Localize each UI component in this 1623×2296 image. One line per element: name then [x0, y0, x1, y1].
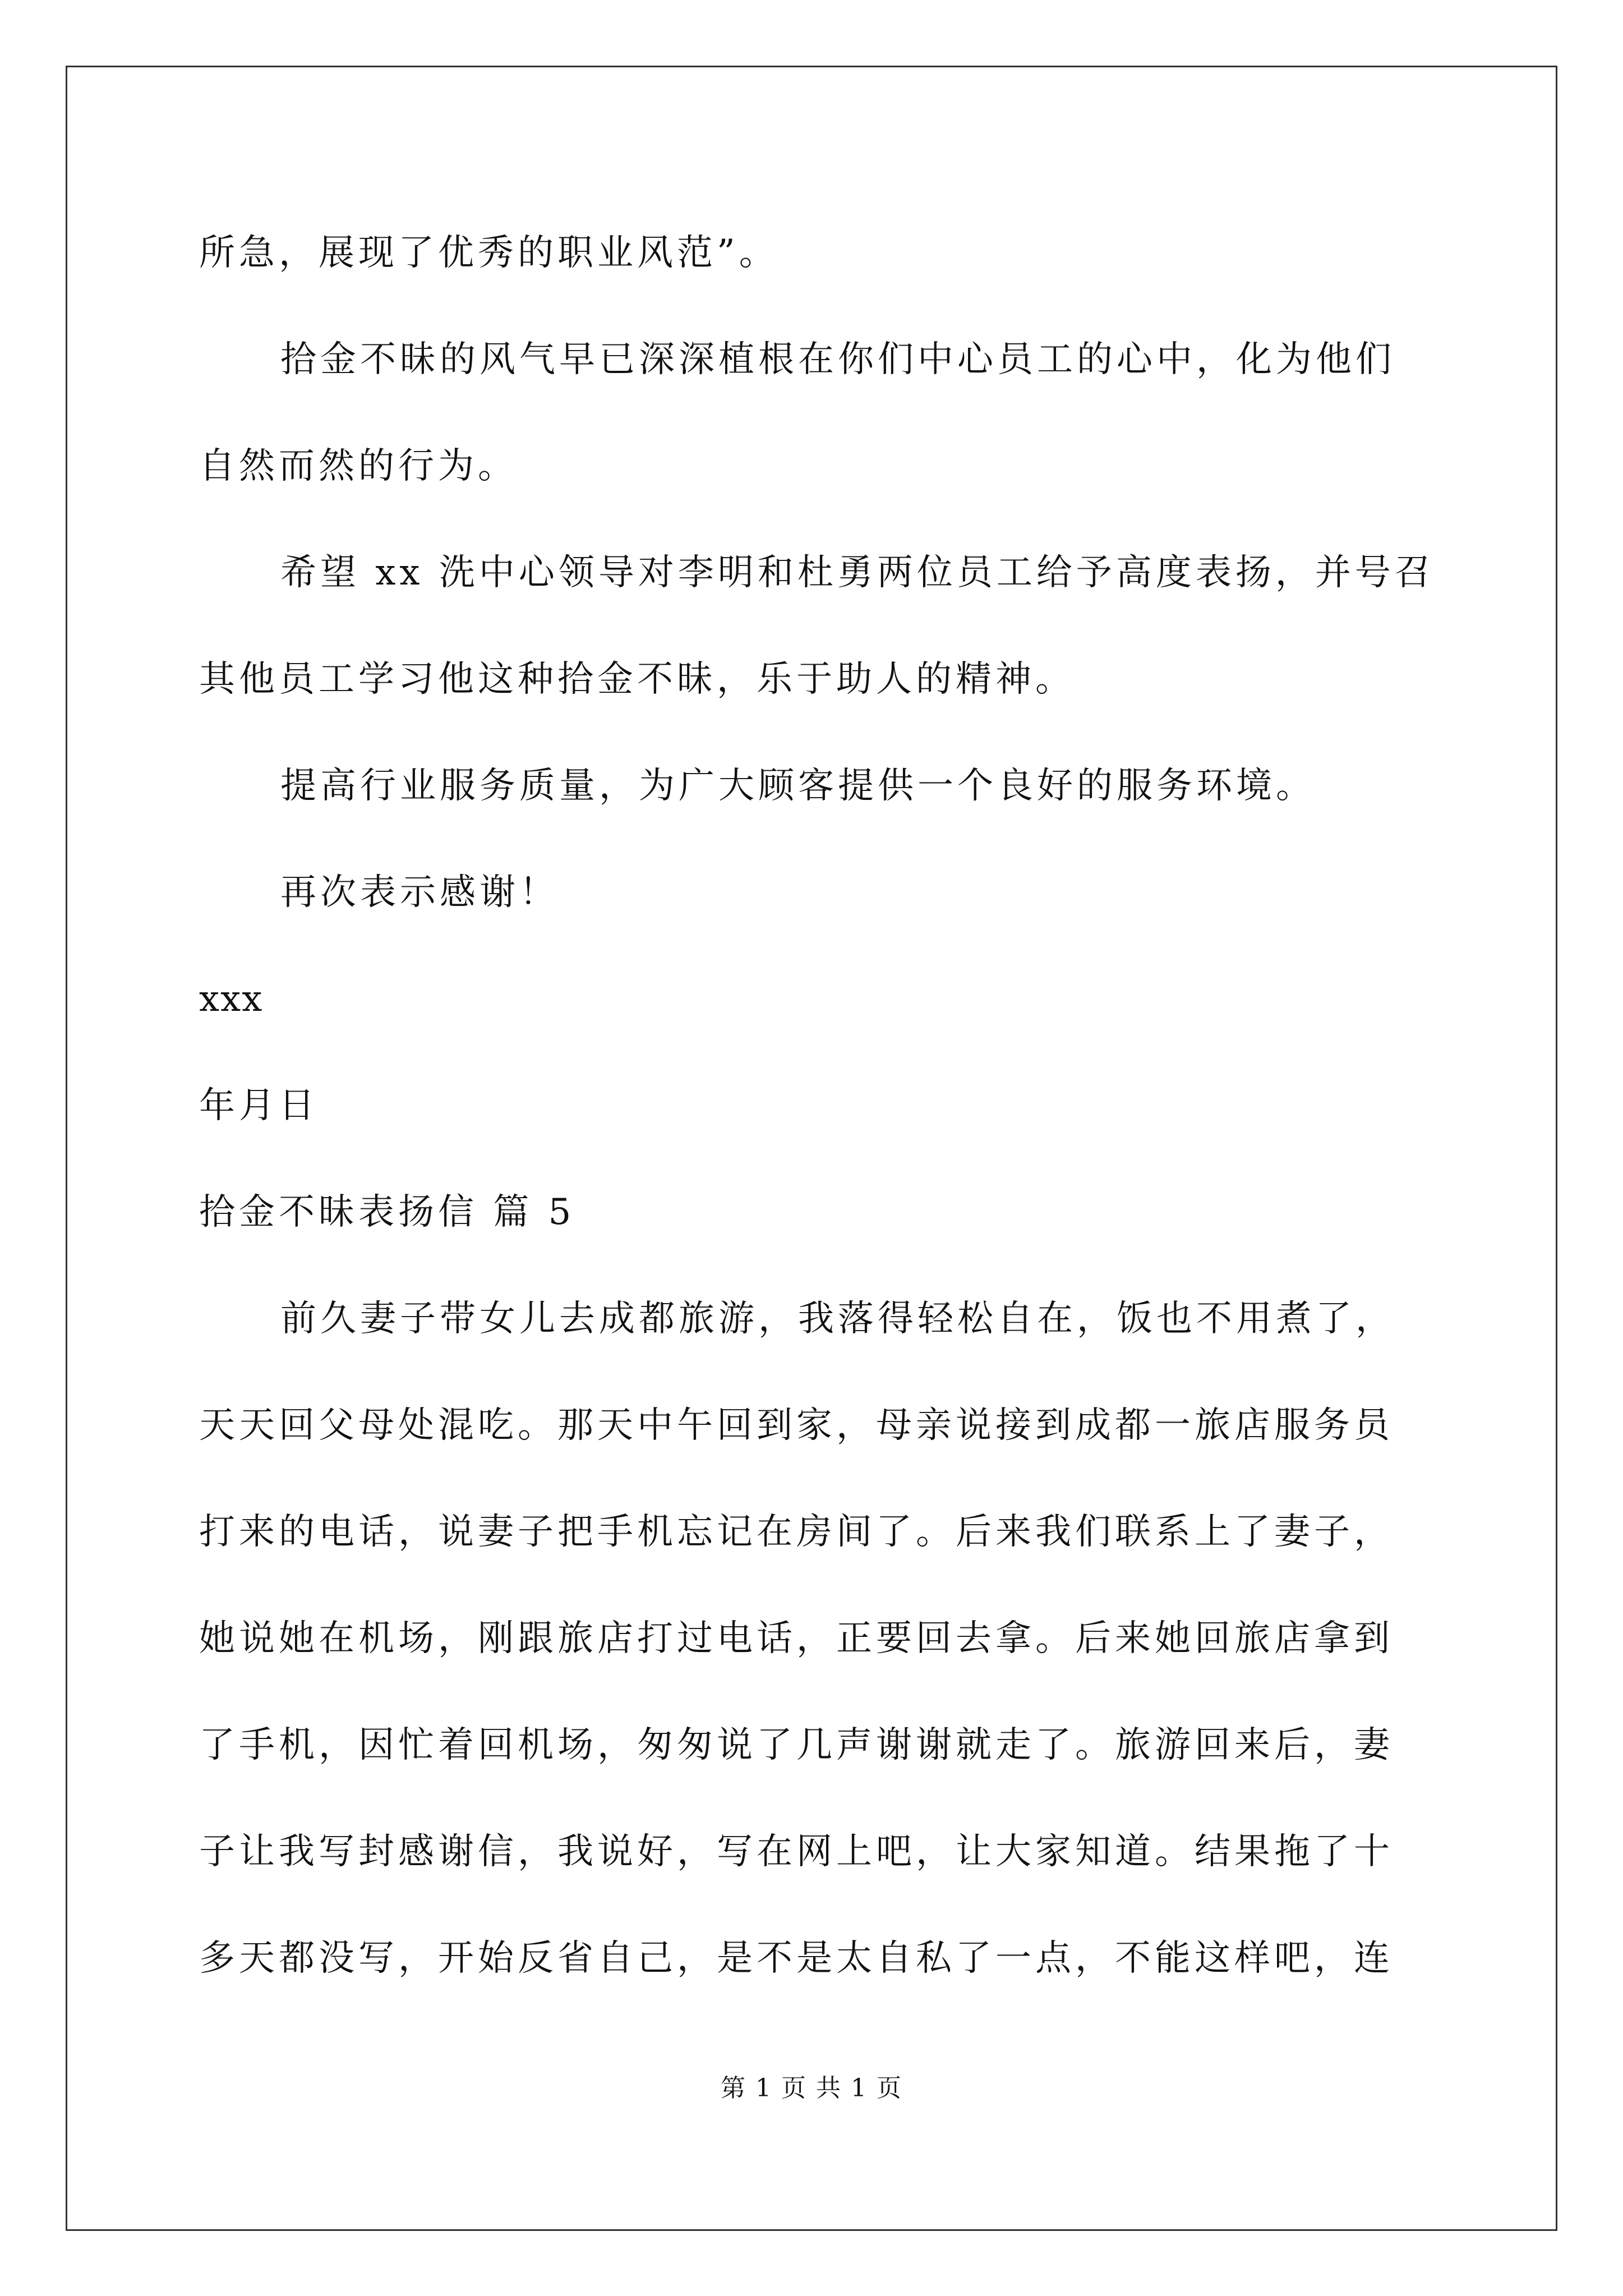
- text-line-16: 子让我写封感谢信，我说好，写在网上吧，让大家知道。结果拖了十: [199, 1831, 1394, 1872]
- text-line-6: 提高行业服务质量，为广大顾客提供一个良好的服务环境。: [280, 765, 1316, 807]
- text-line-3: 自然而然的行为。: [199, 445, 518, 487]
- text-line-7: 再次表示感谢！: [280, 872, 559, 913]
- text-line-4: 希望 xx 洗中心领导对李明和杜勇两位员工给予高度表扬，并号召: [280, 552, 1435, 593]
- text-line-5: 其他员工学习他这种拾金不昧，乐于助人的精神。: [199, 659, 1075, 700]
- text-line-15: 了手机，因忙着回机场，匆匆说了几声谢谢就走了。旅游回来后，妻: [199, 1724, 1394, 1766]
- text-line-12: 天天回父母处混吃。那天中午回到家，母亲说接到成都一旅店服务员: [199, 1405, 1394, 1446]
- text-line-13: 打来的电话，说妻子把手机忘记在房间了。后来我们联系上了妻子，: [199, 1511, 1394, 1553]
- text-line-11: 前久妻子带女儿去成都旅游，我落得轻松自在，饭也不用煮了，: [280, 1298, 1395, 1340]
- signature-date: 年月日: [199, 1085, 319, 1126]
- signature-name: xxx: [199, 978, 264, 1020]
- text-line-2: 拾金不昧的风气早已深深植根在你们中心员工的心中，化为他们: [280, 339, 1395, 380]
- page-footer: 第 1 页 共 1 页: [721, 2074, 902, 2102]
- page-border: [66, 66, 1557, 2231]
- section-heading: 拾金不昧表扬信 篇 5: [199, 1191, 575, 1233]
- text-line-14: 她说她在机场，刚跟旅店打过电话，正要回去拿。后来她回旅店拿到: [199, 1618, 1394, 1659]
- text-line-1: 所急，展现了优秀的职业风范”。: [199, 232, 779, 274]
- text-line-17: 多天都没写，开始反省自己，是不是太自私了一点，不能这样吧，连: [199, 1938, 1394, 1979]
